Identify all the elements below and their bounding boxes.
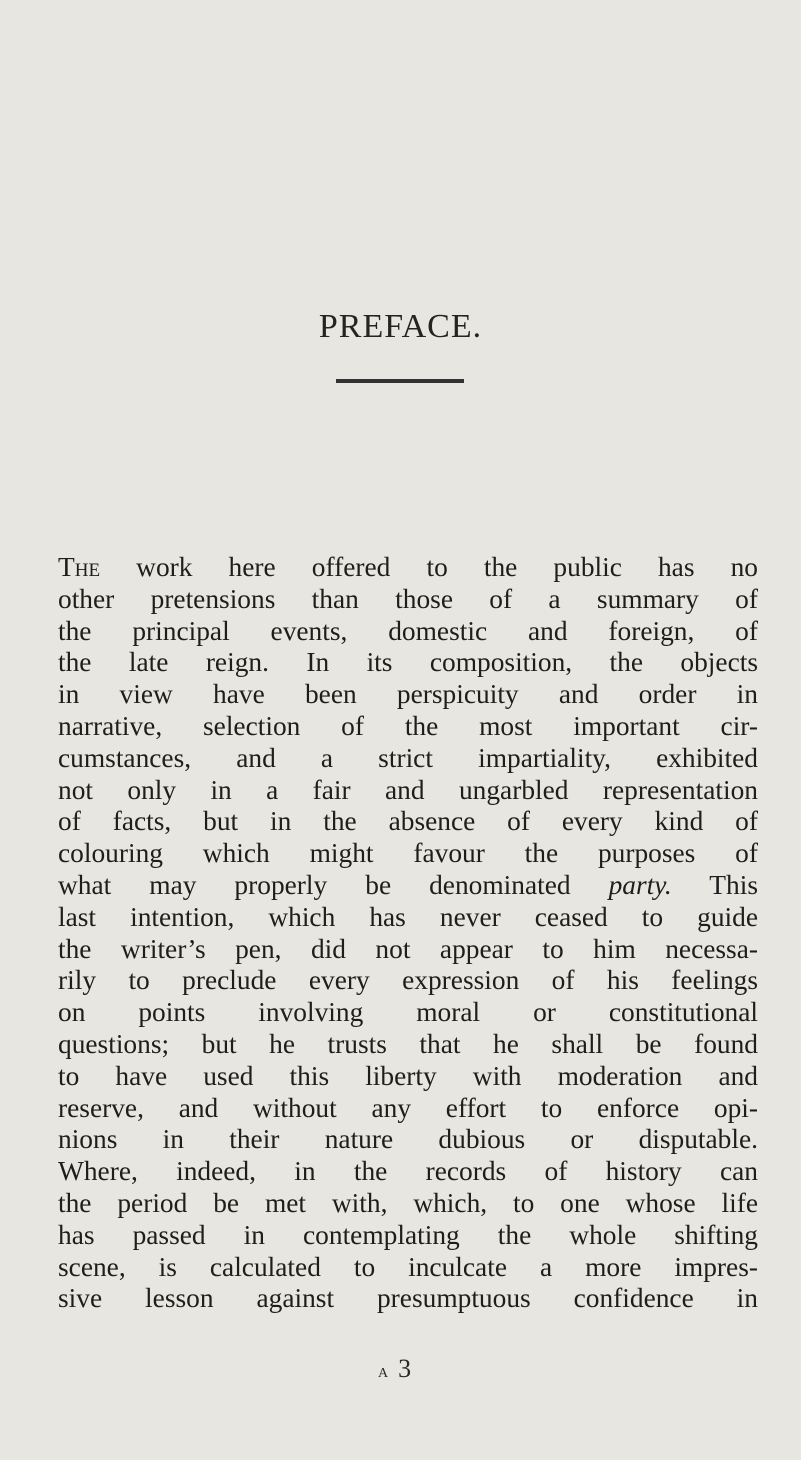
text-line-1: [58, 552, 758, 584]
text-line-8: not only in a fair and ungarbled representation: [58, 774, 758, 805]
signature-number: 3: [398, 1354, 414, 1383]
text-line-13: the writer’s pen, did not appear to him necessa-: [58, 933, 758, 964]
italic-word: party.: [608, 869, 672, 900]
text-line-14: rily to preclude every expression of his feelings: [58, 965, 758, 996]
text-line-15: on points involving moral or constitutional: [58, 997, 758, 1028]
signature-letter: a: [378, 1360, 391, 1382]
text-line-18: reserve, and without any effort to enforce opi-: [58, 1092, 758, 1123]
preface-paragraph: [58, 552, 758, 1315]
text-line-9: of facts, but in the absence of every kind of: [58, 806, 758, 837]
text-line-3: the principal events, domestic and foreign, of: [58, 615, 758, 646]
page-title: PREFACE.: [318, 308, 483, 345]
title-rule: [336, 379, 464, 383]
text-line-4: the late reign. In its composition, the objects: [58, 647, 758, 678]
line-text: what may properly be denominated: [58, 869, 609, 900]
text-line-23: scene, is calculated to inculcate a more impres-: [58, 1251, 758, 1282]
lead-word: The: [58, 552, 101, 582]
text-line-20: Where, indeed, in the records of history can: [58, 1156, 758, 1187]
text-line-5: in view have been perspicuity and order in: [58, 679, 758, 710]
text-line-6: narrative, selection of the most important cir-: [58, 710, 758, 741]
text-line-19: nions in their nature dubious or disputable.: [58, 1124, 758, 1155]
text-line-24: sive lesson against presumptuous confidence in: [58, 1283, 758, 1314]
text-line-10: colouring which might favour the purposes of: [58, 838, 758, 869]
text-line-21: the period be met with, which, to one whose life: [58, 1187, 758, 1218]
line-text: This: [671, 869, 758, 900]
text-line-12: last intention, which has never ceased to guide: [58, 901, 758, 932]
text-line-22: has passed in contemplating the whole shifting: [58, 1219, 758, 1250]
text-line-2: other pretensions than those of a summary of: [58, 583, 758, 614]
line-text: work here offered to the public has no: [100, 552, 758, 582]
signature-mark: [378, 1354, 413, 1384]
text-line-16: questions; but he trusts that he shall be found: [58, 1028, 758, 1059]
text-line-7: cumstances, and a strict impartiality, exhibited: [58, 742, 758, 773]
text-line-11: [58, 870, 758, 902]
text-line-17: to have used this liberty with moderation and: [58, 1060, 758, 1091]
